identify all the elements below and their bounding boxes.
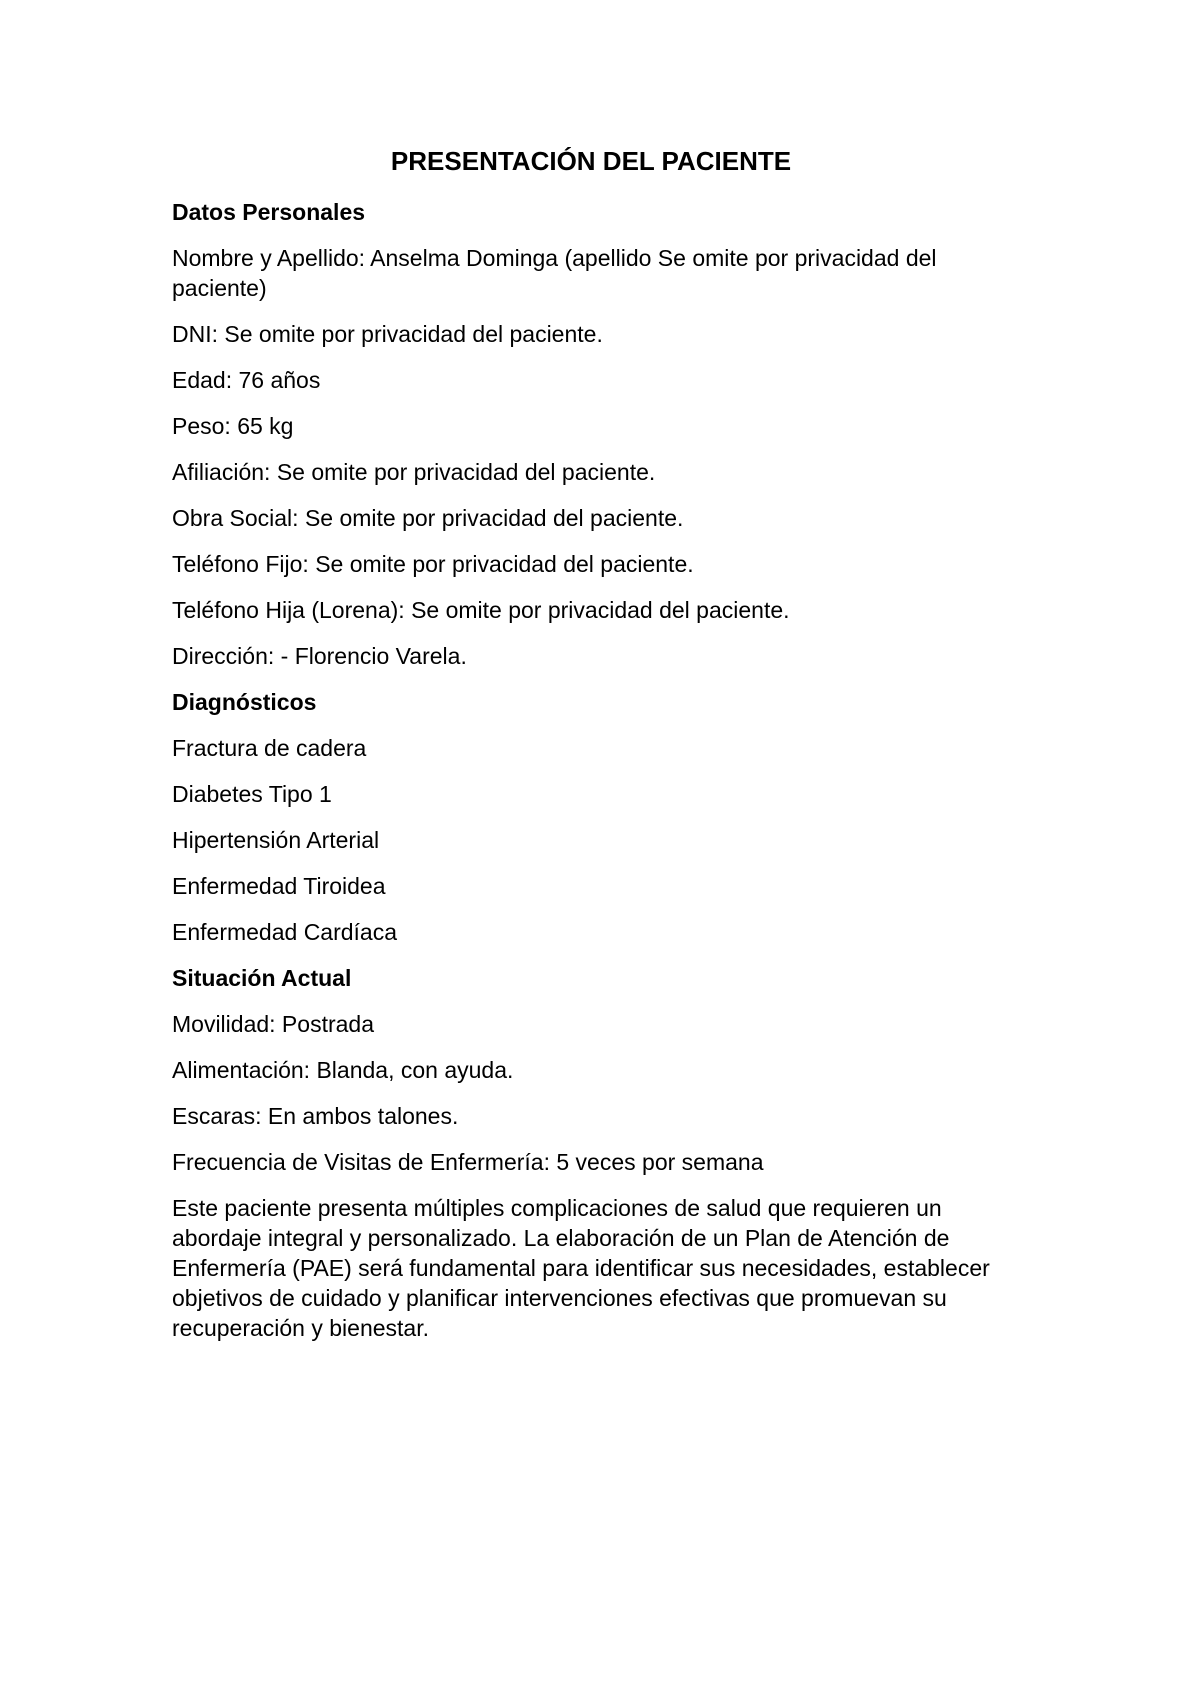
document-content: [172, 145, 1010, 1343]
datos-personales-dni: DNI: Se omite por privacidad del paciente.: [172, 321, 603, 347]
datos-personales-edad: Edad: 76 años: [172, 367, 321, 393]
diagnosticos-list: [172, 733, 1010, 947]
diagnostico-item: Enfermedad Cardíaca: [172, 919, 398, 945]
datos-personales-telefono-fijo: Teléfono Fijo: Se omite por privacidad del paciente.: [172, 551, 694, 577]
section-heading-diagnosticos: Diagnósticos: [172, 689, 317, 715]
situacion-frecuencia-visitas: Frecuencia de Visitas de Enfermería: 5 veces por semana: [172, 1149, 764, 1175]
situacion-actual-list: [172, 1009, 1010, 1177]
datos-personales-obra-social: Obra Social: Se omite por privacidad del paciente.: [172, 505, 684, 531]
diagnostico-item: Diabetes Tipo 1: [172, 781, 332, 807]
diagnostico-item: Fractura de cadera: [172, 735, 367, 761]
datos-personales-nombre: Nombre y Apellido: Anselma Dominga (apellido Se omite por privacidad del paciente): [172, 245, 937, 301]
datos-personales-list: [172, 243, 1010, 671]
datos-personales-afiliacion: Afiliación: Se omite por privacidad del paciente.: [172, 459, 656, 485]
section-heading-situacion-actual: Situación Actual: [172, 965, 352, 991]
datos-personales-telefono-hija: Teléfono Hija (Lorena): Se omite por privacidad del paciente.: [172, 597, 790, 623]
diagnostico-item: Hipertensión Arterial: [172, 827, 380, 853]
page-title: PRESENTACIÓN DEL PACIENTE: [390, 146, 792, 176]
situacion-movilidad: Movilidad: Postrada: [172, 1011, 374, 1037]
situacion-escaras: Escaras: En ambos talones.: [172, 1103, 459, 1129]
closing-paragraph: Este paciente presenta múltiples complicaciones de salud que requieren un abordaje integral y personalizado. La elaboración de un Plan de Atención de Enfermería (PAE) será fundamental para identificar sus necesidades, establecer objetivos de cuidado y planificar intervenciones efectivas que promuevan su recuperación y bienestar.: [172, 1195, 990, 1341]
datos-personales-direccion: Dirección: - Florencio Varela.: [172, 643, 467, 669]
section-heading-datos-personales: Datos Personales: [172, 199, 366, 225]
diagnostico-item: Enfermedad Tiroidea: [172, 873, 386, 899]
situacion-alimentacion: Alimentación: Blanda, con ayuda.: [172, 1057, 514, 1083]
datos-personales-peso: Peso: 65 kg: [172, 413, 294, 439]
